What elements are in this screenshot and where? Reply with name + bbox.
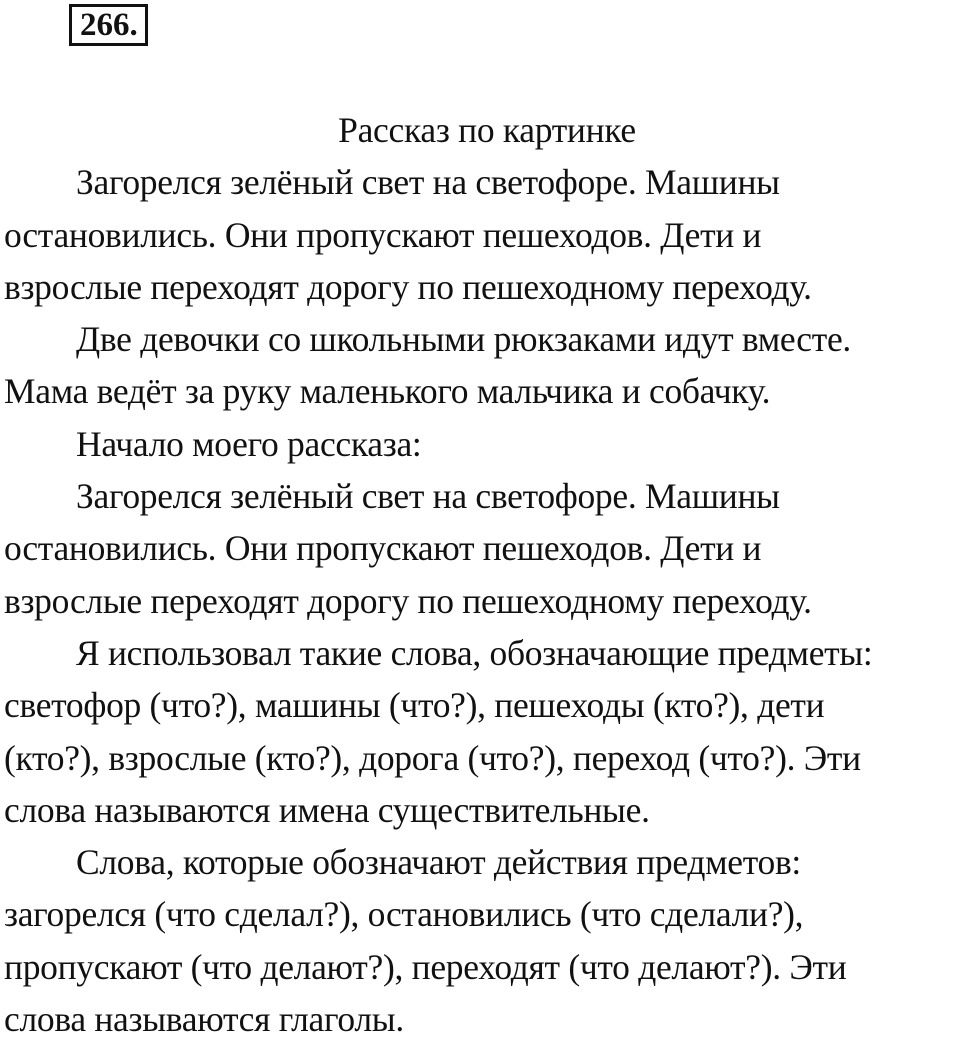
text-line: Две девочки со школьными рюкзаками идут вместе. [76,319,851,360]
text-line: Начало моего рассказа: [76,423,422,464]
text-line: взрослые переходят дорогу по пешеходному переходу. [4,580,812,621]
text-line: Загорелся зелёный свет на светофоре. Машины [76,476,780,517]
text-line: Слова, которые обозначают действия предметов: [76,842,801,883]
page-title: Рассказ по картинке [338,110,636,150]
exercise-number: 266. [69,4,148,46]
document-body [4,104,960,1045]
text-line: остановились. Они пропускают пешеходов. Дети и [4,528,762,569]
text-line: загорелся (что сделал?), остановились (что сделали?), [4,894,804,935]
text-line: Я использовал такие слова, обозначающие предметы: [76,632,873,673]
text-line: Мама ведёт за руку маленького мальчика и собачку. [4,371,771,412]
text-line: слова называются глаголы. [4,999,404,1040]
text-line: Загорелся зелёный свет на светофоре. Машины [76,162,780,203]
text-line: пропускают (что делают?), переходят (что делают?). Эти [4,946,847,987]
text-line: взрослые переходят дорогу по пешеходному переходу. [4,266,812,307]
text-line: светофор (что?), машины (что?), пешеходы (кто?), дети [4,685,825,726]
text-line: остановились. Они пропускают пешеходов. Дети и [4,214,762,255]
text-line: слова называются имена существительные. [4,789,650,830]
text-line: (кто?), взрослые (кто?), дорога (что?), переход (что?). Эти [4,737,861,778]
